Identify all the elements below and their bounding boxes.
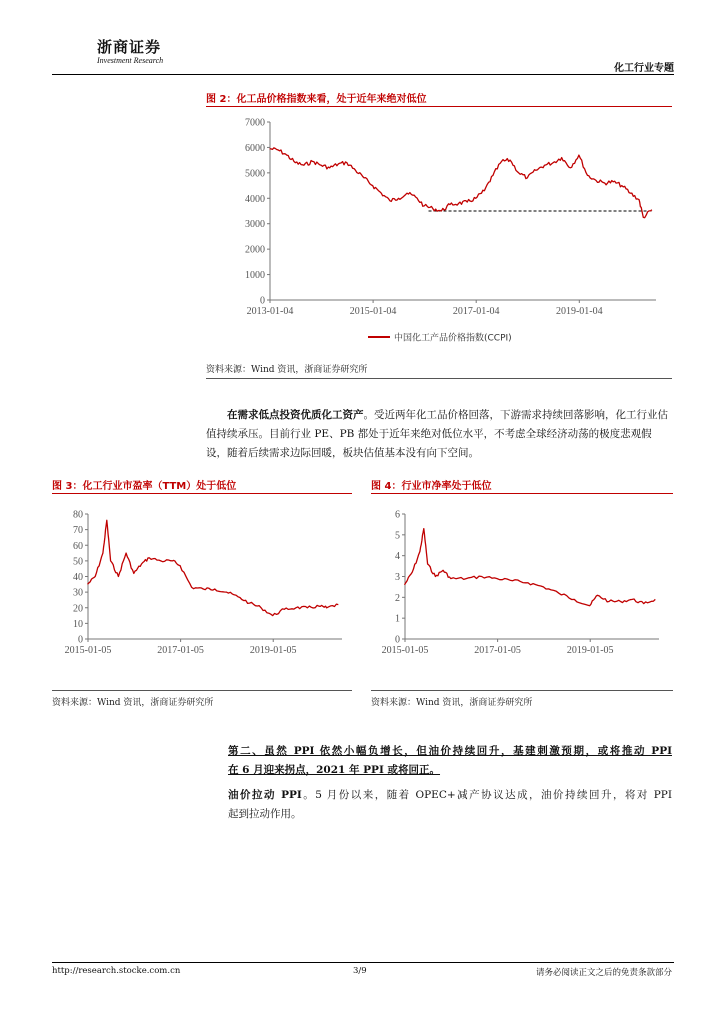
- y-tick-label: 6000: [245, 142, 265, 154]
- x-tick-label: 2019-01-04: [555, 306, 603, 317]
- brand-name-cn: 浙商证券: [97, 38, 162, 56]
- y-tick-label: 5000: [245, 168, 265, 180]
- footer-divider: [52, 962, 674, 963]
- paragraph-oil-body-2: 起到拉动作用。: [228, 808, 302, 820]
- figure4-chart: [371, 500, 673, 668]
- y-tick-label: 7000: [245, 117, 265, 129]
- figure4-marks: [405, 529, 656, 606]
- section-heading-line-1: 第二、虽然 PPI 依然小幅负增长，但油价持续回升，基建刺激预期，或将推动 PPI: [228, 745, 672, 757]
- y-tick-label: 20: [73, 603, 83, 615]
- y-tick-label: 80: [73, 509, 83, 521]
- header-divider: [52, 74, 674, 75]
- paragraph-oil-line-1: [228, 786, 672, 805]
- footer-url[interactable]: http://research.stocke.com.cn: [52, 966, 181, 976]
- section-heading-line-2: 在 6 月迎来拐点，2021 年 PPI 或将回正。: [228, 764, 441, 776]
- figure2-chart: [206, 110, 672, 360]
- figure4-source-rule: [371, 690, 673, 691]
- y-tick-label: 0: [260, 295, 265, 307]
- footer-page-number: 3/9: [353, 966, 367, 976]
- series-line: [405, 529, 656, 606]
- y-tick-label: 4000: [245, 193, 265, 205]
- figure4-title-rule: [371, 493, 673, 494]
- figure4-title: 图 4：行业市净率处于低位: [371, 481, 492, 492]
- figure3-marks: [88, 520, 339, 615]
- figure4-source: 资料来源：Wind 资讯，浙商证券研究所: [371, 698, 533, 708]
- x-tick-label: 2015-01-04: [349, 306, 397, 317]
- figure3-axes: [65, 510, 342, 657]
- y-tick-label: 50: [73, 556, 83, 568]
- x-tick-label: 2017-01-05: [474, 645, 521, 656]
- y-tick-label: 4: [395, 551, 400, 563]
- figure3-title-rule: [52, 493, 352, 494]
- paragraph-valuation-body: 。受近两年化工品价格回落，下游需求持续回落影响，化工行业估值持续承压。目前行业 PE、PB 都处于近年来绝对低位水平，不考虑全球经济动荡的极度悲观假设，随着后续需求边际回暖，板块估值基本没有向下空间。: [206, 409, 668, 459]
- report-type: 化工行业专题: [614, 63, 674, 74]
- figure2-source: 资料来源：Wind 资讯，浙商证券研究所: [206, 365, 368, 375]
- y-tick-label: 3: [395, 572, 400, 583]
- paragraph-oil: [228, 786, 672, 824]
- y-tick-label: 3000: [245, 219, 265, 231]
- section-heading-ppi: [228, 742, 672, 780]
- x-tick-label: 2013-01-04: [246, 306, 294, 317]
- figure2-axes: [245, 118, 656, 318]
- y-tick-label: 70: [73, 525, 83, 537]
- x-tick-label: 2017-01-05: [157, 645, 204, 656]
- y-tick-label: 60: [73, 540, 83, 552]
- y-tick-label: 0: [395, 634, 400, 646]
- figure2-source-rule: [206, 378, 672, 379]
- figure3-source-rule: [52, 690, 352, 691]
- y-tick-label: 40: [73, 572, 83, 583]
- series-line: [270, 148, 652, 218]
- y-tick-label: 2000: [245, 244, 265, 256]
- y-tick-label: 30: [73, 587, 83, 599]
- y-tick-label: 2: [395, 592, 400, 604]
- footer-disclaimer: 请务必阅读正文之后的免责条款部分: [535, 968, 672, 978]
- figure3-source: 资料来源：Wind 资讯，浙商证券研究所: [52, 698, 214, 708]
- y-tick-label: 10: [73, 618, 83, 630]
- x-tick-label: 2017-01-04: [452, 306, 500, 317]
- x-tick-label: 2019-01-05: [249, 645, 297, 656]
- legend-label: 中国化工产品价格指数(CCPI): [394, 333, 512, 344]
- brand-name-en: Investment Research: [97, 56, 164, 65]
- paragraph-valuation-lead: 在需求低点投资优质化工资产: [227, 409, 364, 421]
- y-tick-label: 5: [395, 530, 400, 542]
- y-tick-label: 1000: [245, 270, 265, 282]
- series-line: [88, 520, 339, 615]
- paragraph-oil-lead: 油价拉动 PPI: [228, 789, 302, 801]
- figure2-title-rule: [206, 106, 672, 107]
- x-tick-label: 2015-01-05: [64, 645, 112, 656]
- figure2-title: 图 2：化工品价格指数来看，处于近年来绝对低位: [206, 94, 427, 105]
- y-tick-label: 1: [395, 613, 400, 625]
- y-tick-label: 6: [395, 509, 400, 521]
- x-tick-label: 2015-01-05: [381, 645, 429, 656]
- y-tick-label: 0: [78, 634, 83, 646]
- figure3-chart: [52, 500, 352, 668]
- figure3-title: 图 3：化工行业市盈率（TTM）处于低位: [52, 481, 237, 492]
- paragraph-valuation: [206, 406, 672, 463]
- paragraph-oil-body-1: 。5 月份以来，随着 OPEC+减产协议达成，油价持续回升，将对 PPI: [301, 789, 673, 801]
- x-tick-label: 2019-01-05: [566, 645, 614, 656]
